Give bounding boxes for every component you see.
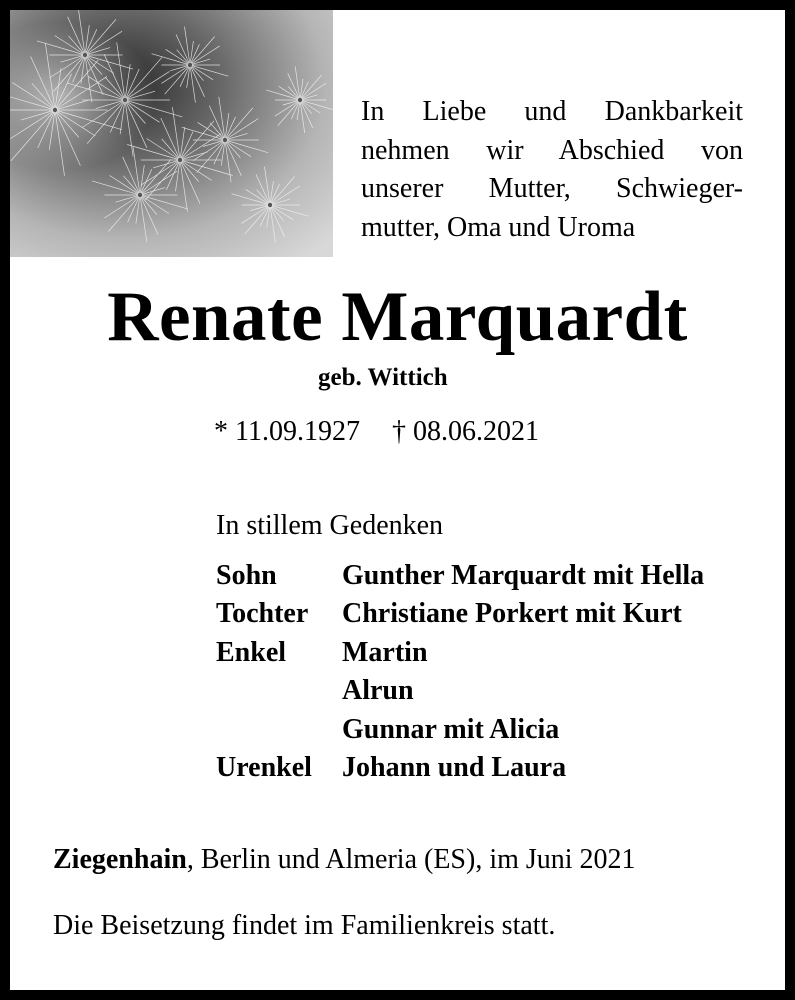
- remembrance-line: In stillem Gedenken: [216, 510, 444, 541]
- family-relation: Urenkel: [216, 751, 312, 783]
- birth-date: * 11.09.1927: [214, 416, 360, 447]
- family-names: Gunnar mit Alicia: [342, 713, 560, 745]
- place-rest: , Berlin und Almeria (ES), im Juni 2021: [186, 844, 636, 875]
- place-main: Ziegenhain: [53, 844, 187, 875]
- family-names: Johann und Laura: [342, 751, 567, 783]
- family-names: Alrun: [342, 675, 414, 707]
- intro-line: unserer Mutter, Schwieger-: [361, 173, 743, 204]
- family-relation: Sohn: [216, 560, 277, 591]
- burial-note: Die Beisetzung findet im Familienkreis statt.: [53, 910, 556, 941]
- intro-line: nehmen wir Abschied von: [361, 134, 743, 166]
- family-relation: Tochter: [216, 598, 309, 630]
- family-names: Gunther Marquardt mit Hella: [342, 560, 705, 591]
- family-relation: Enkel: [216, 636, 287, 668]
- maiden-name: geb. Wittich: [318, 364, 448, 391]
- deceased-name: Renate Marquardt: [107, 278, 688, 356]
- intro-text: [361, 93, 743, 247]
- intro-line: mutter, Oma und Uroma: [361, 211, 636, 243]
- place-and-date: [53, 842, 636, 878]
- intro-line: In Liebe und Dankbarkeit: [361, 96, 743, 127]
- death-date: † 08.06.2021: [391, 416, 539, 447]
- family-names: Christiane Porkert mit Kurt: [342, 598, 682, 630]
- family-names: Martin: [342, 636, 428, 668]
- dandelion-photo: [10, 10, 333, 257]
- life-dates: [214, 415, 539, 449]
